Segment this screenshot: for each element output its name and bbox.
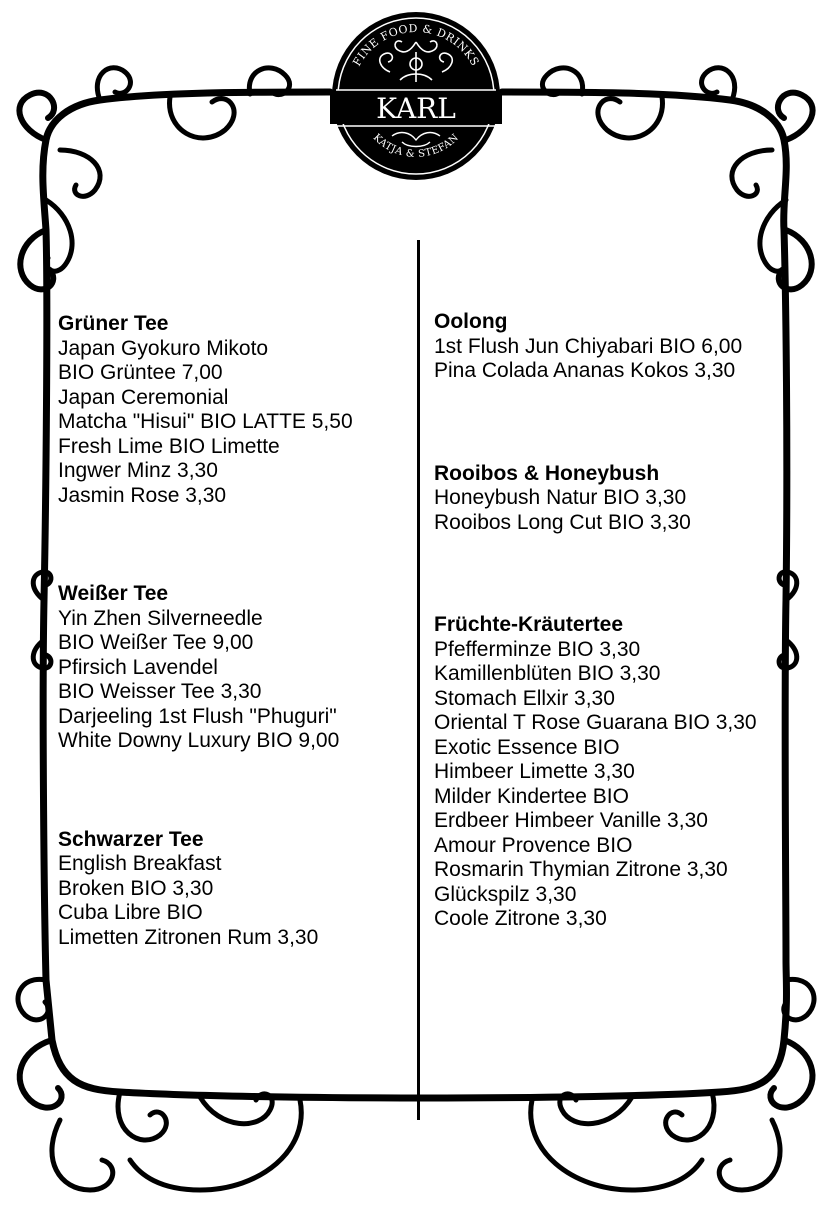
section-title: Oolong [434, 310, 508, 333]
menu-item: English Breakfast [58, 852, 222, 875]
menu-item: BIO Grüntee 7,00 [58, 361, 223, 384]
menu-item: Erdbeer Himbeer Vanille 3,30 [434, 809, 708, 832]
menu-item: Matcha "Hisui" BIO LATTE 5,50 [58, 410, 353, 433]
menu-section-rooibos [434, 462, 814, 536]
column-divider [417, 240, 420, 1120]
menu-item: Honeybush Natur BIO 3,30 [434, 486, 687, 509]
section-title: Schwarzer Tee [58, 827, 204, 851]
menu-item: BIO Weisser Tee 3,30 [58, 680, 262, 703]
menu-left-column [58, 312, 408, 950]
menu-item: Pina Colada Ananas Kokos 3,30 [434, 359, 736, 382]
menu-item: Rooibos Long Cut BIO 3,30 [434, 510, 691, 534]
menu-item: Broken BIO 3,30 [58, 876, 214, 900]
menu-item: Japan Ceremonial [58, 385, 229, 409]
menu-item: Stomach Ellxir 3,30 [434, 686, 615, 710]
section-title: Früchte-Kräutertee [434, 613, 624, 636]
menu-item: Amour Provence BIO [434, 833, 633, 857]
menu-item: Milder Kindertee BIO [434, 784, 629, 808]
menu-section-weisser-tee [58, 582, 408, 754]
menu-item: Japan Gyokuro Mikoto [58, 336, 269, 360]
section-title: Weißer Tee [58, 582, 169, 605]
menu-item: Himbeer Limette 3,30 [434, 760, 635, 783]
menu-item: 1st Flush Jun Chiyabari BIO 6,00 [434, 334, 743, 358]
karl-logo [330, 2, 502, 190]
menu-item: Rosmarin Thymian Zitrone 3,30 [434, 858, 728, 881]
logo-top-text: FINE FOOD & DRINKS [350, 21, 482, 69]
menu-item: Yin Zhen Silverneedle [58, 606, 263, 630]
menu-section-fruechte-kraeutertee [434, 613, 814, 932]
menu-section-gruener-tee [58, 312, 408, 508]
menu-section-oolong [434, 310, 814, 384]
menu-right-column [434, 310, 814, 932]
menu-item: Coole Zitrone 3,30 [434, 907, 607, 930]
menu-item: Cuba Libre BIO [58, 901, 203, 924]
section-title: Rooibos & Honeybush [434, 461, 660, 485]
menu-item: Ingwer Minz 3,30 [58, 459, 218, 482]
menu-item: Pfefferminze BIO 3,30 [434, 637, 641, 661]
menu-item: Darjeeling 1st Flush "Phuguri" [58, 704, 337, 728]
menu-item: BIO Weißer Tee 9,00 [58, 631, 254, 654]
menu-item: Glückspilz 3,30 [434, 882, 577, 906]
menu-item: Pfirsich Lavendel [58, 655, 218, 679]
section-title: Grüner Tee [58, 312, 169, 335]
menu-item: Oriental T Rose Guarana BIO 3,30 [434, 711, 757, 734]
menu-item: Exotic Essence BIO [434, 735, 620, 759]
logo-bottom-text: KATJA & STEFAN [370, 132, 462, 161]
menu-item: Jasmin Rose 3,30 [58, 483, 227, 507]
menu-item: Kamillenblüten BIO 3,30 [434, 662, 661, 685]
menu-item: Fresh Lime BIO Limette [58, 434, 280, 458]
menu-item: White Downy Luxury BIO 9,00 [58, 729, 340, 752]
menu-section-schwarzer-tee [58, 828, 408, 951]
logo-name: KARL [376, 92, 456, 125]
menu-item: Limetten Zitronen Rum 3,30 [58, 925, 319, 949]
